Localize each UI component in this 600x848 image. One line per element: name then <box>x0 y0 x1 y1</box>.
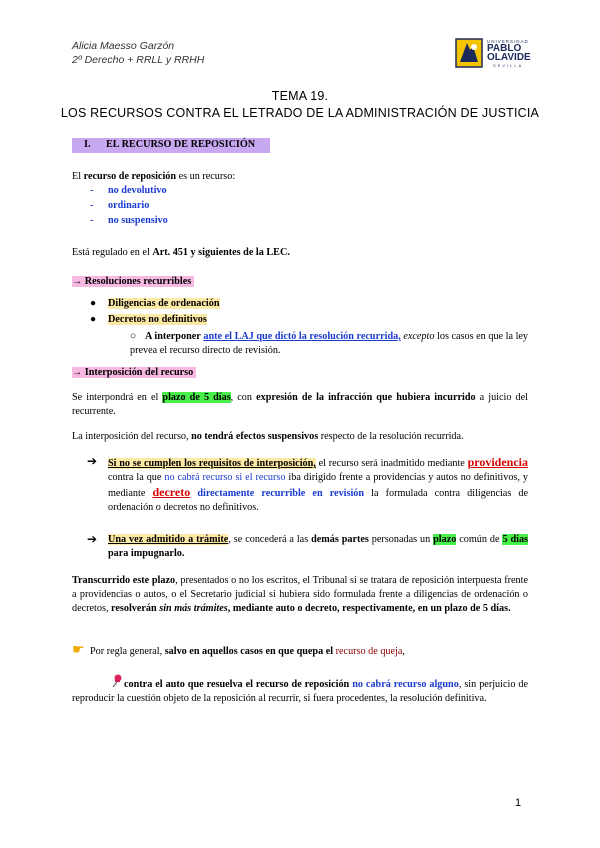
course-name: 2º Derecho + RRLL y RRHH <box>72 54 205 66</box>
intro-paragraph <box>72 170 528 184</box>
list-item: - ordinario <box>90 200 150 211</box>
arrow-icon: ➔ <box>87 454 98 468</box>
arrow-paragraph-1: Si no se cumplen los requisitos de interposición, el recurso será inadmitido mediante providencia contra la que no cabrá recurso si el recurso iba dirigido frente a providencias y autos no definitivos, y mediante decreto directamente recurrible en revisión la formulada contra diligencias de ordenación o decretos no definitivos. <box>108 455 529 513</box>
regulated-paragraph: Está regulado en el Art. 451 y siguientes de la LEC. <box>72 247 290 258</box>
section-number: I. <box>84 139 91 150</box>
list-item: ● Diligencias de ordenación <box>90 298 220 309</box>
logo-top-text: UNIVERSIDAD <box>487 39 529 44</box>
transcurrido-paragraph: Transcurrido este plazo, presentados o no los escritos, el Tribunal si se tratara de reposición interpuesta frente a providencias o autos, o el Secretario judicial si hubiera sido formulada frente a diligencias de ordenación o decretos, resolverán sin más trámites, mediante auto o decreto, respectivamente, en un plazo de 5 días. <box>72 575 528 614</box>
section-heading <box>72 138 270 153</box>
university-logo <box>455 38 559 68</box>
logo-main-text-1: PABLO <box>487 43 522 54</box>
logo-bottom-text: SEVILLA <box>493 63 524 68</box>
page-number: 1 <box>515 797 522 809</box>
arrow-icon: ➔ <box>87 532 98 546</box>
intro-bold: recurso de reposición <box>83 171 177 182</box>
title-line-1: TEMA 19. <box>271 89 329 103</box>
logo-main-text-2: OLAVIDE <box>487 52 531 63</box>
interposicion-heading: → Interposición del recurso <box>72 367 196 378</box>
intro-pre: El <box>72 171 84 182</box>
sub-list-item: ○ A interponer ante el LAJ que dictó la resolución recurrida, excepto los casos en que la ley prevea el recurso directo de revisión. <box>130 331 529 356</box>
list-item: - no suspensivo <box>90 215 168 226</box>
resoluciones-heading: → Resoluciones recurribles <box>72 276 194 287</box>
contra-paragraph: contra el auto que resuelva el recurso de reposición no cabrá recurso alguno, sin perjuicio de reproducir la cuestión objeto de la reposición al recurrir, si fuera procedentes, la resolución definitiva. <box>72 679 528 704</box>
regla-paragraph: Por regla general, salvo en aquellos casos en que quepa el recurso de queja, <box>90 646 405 657</box>
author-name: Alicia Maesso Garzón <box>72 40 175 52</box>
pointing-hand-icon: ☛ <box>72 643 85 658</box>
interposicion-paragraph-1: Se interpondrá en el plazo de 5 días, con expresión de la infracción que hubiera incurrido a juicio del recurrente. <box>72 392 528 417</box>
intro-post: es un recurso: <box>176 171 236 182</box>
section-title: EL RECURSO DE REPOSICIÓN <box>106 139 256 150</box>
list-item: ● Decretos no definitivos <box>90 314 207 325</box>
title-line-2: LOS RECURSOS CONTRA EL LETRADO DE LA ADMINISTRACIÓN DE JUSTICIA <box>60 106 540 120</box>
list-item: - no devolutivo <box>90 185 167 196</box>
interposicion-paragraph-2: La interposición del recurso, no tendrá efectos suspensivos respecto de la resolución recurrida. <box>72 431 464 442</box>
arrow-paragraph-2: Una vez admitido a trámite, se concederá a las demás partes personadas un plazo común de 5 días para impugnarlo. <box>108 534 529 559</box>
